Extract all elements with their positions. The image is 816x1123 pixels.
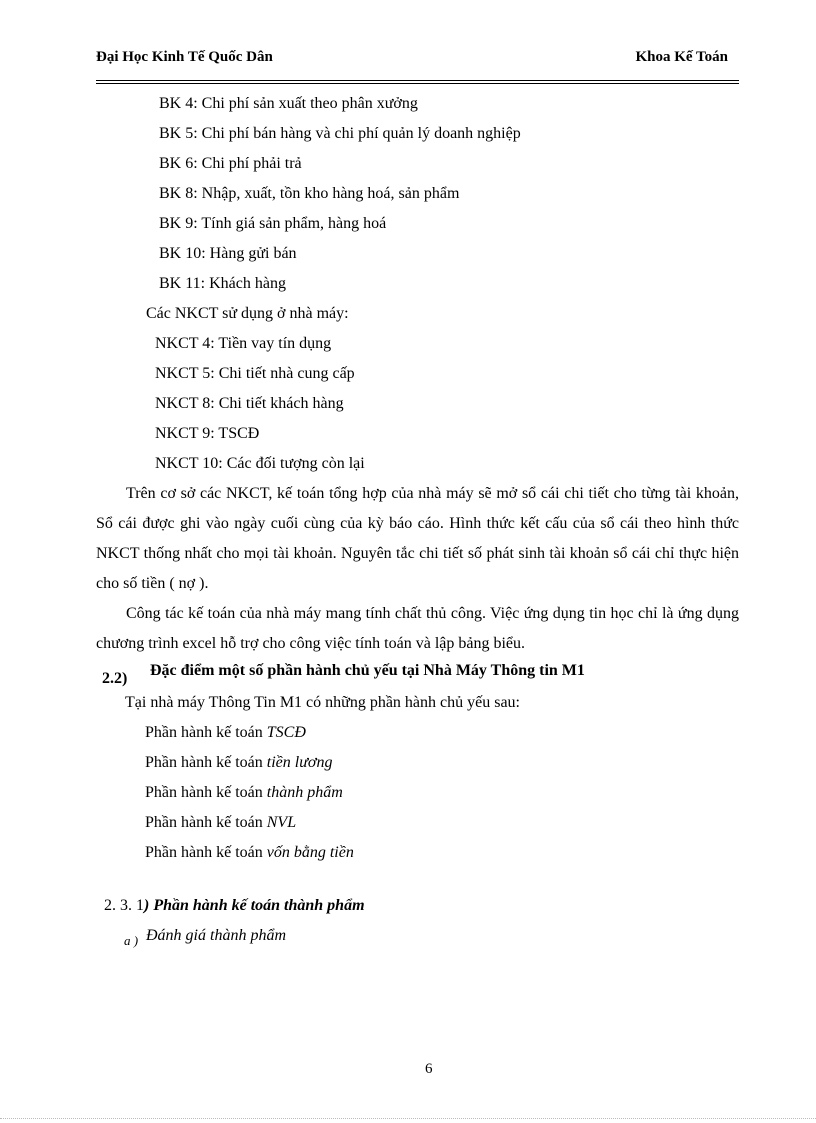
bk-item: BK 10: Hàng gửi bán [159, 245, 297, 262]
nkct-item: NKCT 9: TSCĐ [155, 425, 260, 442]
bk-item: BK 6: Chi phí phải trả [159, 155, 302, 172]
part-item: Phần hành kế toán TSCĐ [145, 724, 306, 741]
paragraph-manual-work: Công tác kế toán của nhà máy mang tính chất thủ công. Việc ứng dụng tin học chỉ là ứng dụng chương trình excel hỗ trợ cho công việc tính toán và lập bảng biểu. [96, 605, 739, 652]
part-item: Phần hành kế toán vốn bằng tiền [145, 844, 354, 861]
bk-item: BK 8: Nhập, xuất, tồn kho hàng hoá, sản phẩm [159, 185, 460, 202]
nkct-intro: Các NKCT sử dụng ở nhà máy: [146, 305, 349, 322]
subsection-label: a ) [124, 933, 139, 948]
nkct-item: NKCT 4: Tiền vay tín dụng [155, 335, 332, 352]
page-bottom-border [0, 1118, 816, 1119]
page-number: 6 [425, 1061, 433, 1077]
part-item: Phần hành kế toán tiền lương [145, 754, 333, 771]
header-left: Đại Học Kinh Tế Quốc Dân [96, 49, 273, 65]
bk-item: BK 4: Chi phí sản xuất theo phân xưởng [159, 95, 418, 112]
subsection-heading: 2. 3. 1) Phần hành kế toán thành phẩm [104, 897, 365, 914]
header-rule-bottom [96, 83, 739, 84]
header-rule-top [96, 80, 739, 81]
part-item: Phần hành kế toán thành phẩm [145, 784, 343, 801]
nkct-item: NKCT 8: Chi tiết khách hàng [155, 395, 344, 412]
header-right: Khoa Kế Toán [635, 49, 728, 65]
section-number: 2.2) [102, 670, 128, 687]
bk-item: BK 11: Khách hàng [159, 275, 286, 292]
part-item: Phần hành kế toán NVL [145, 814, 297, 831]
subsection-title: Đánh giá thành phẩm [146, 927, 286, 944]
paragraph-summary: Trên cơ sở các NKCT, kế toán tổng hợp của nhà máy sẽ mở sổ cái chi tiết cho từng tài khoản, Sổ cái được ghi vào ngày cuối cùng của kỳ báo cáo. Hình thức kết cấu của sổ cái theo hình thức NKCT thống nhất cho mọi tài khoản. Nguyên tắc chi tiết số phát sinh tài khoản sổ cái chỉ thực hiện cho số tiền ( nợ ). [96, 485, 739, 592]
section-intro: Tại nhà máy Thông Tin M1 có những phần hành chủ yếu sau: [125, 694, 520, 711]
nkct-item: NKCT 5: Chi tiết nhà cung cấp [155, 365, 355, 382]
section-title: Đặc điểm một số phần hành chủ yếu tại Nhà Máy Thông tin M1 [150, 662, 585, 679]
bk-item: BK 5: Chi phí bán hàng và chi phí quản lý doanh nghiệp [159, 125, 521, 142]
nkct-item: NKCT 10: Các đối tượng còn lại [155, 455, 365, 472]
bk-item: BK 9: Tính giá sản phẩm, hàng hoá [159, 215, 387, 232]
